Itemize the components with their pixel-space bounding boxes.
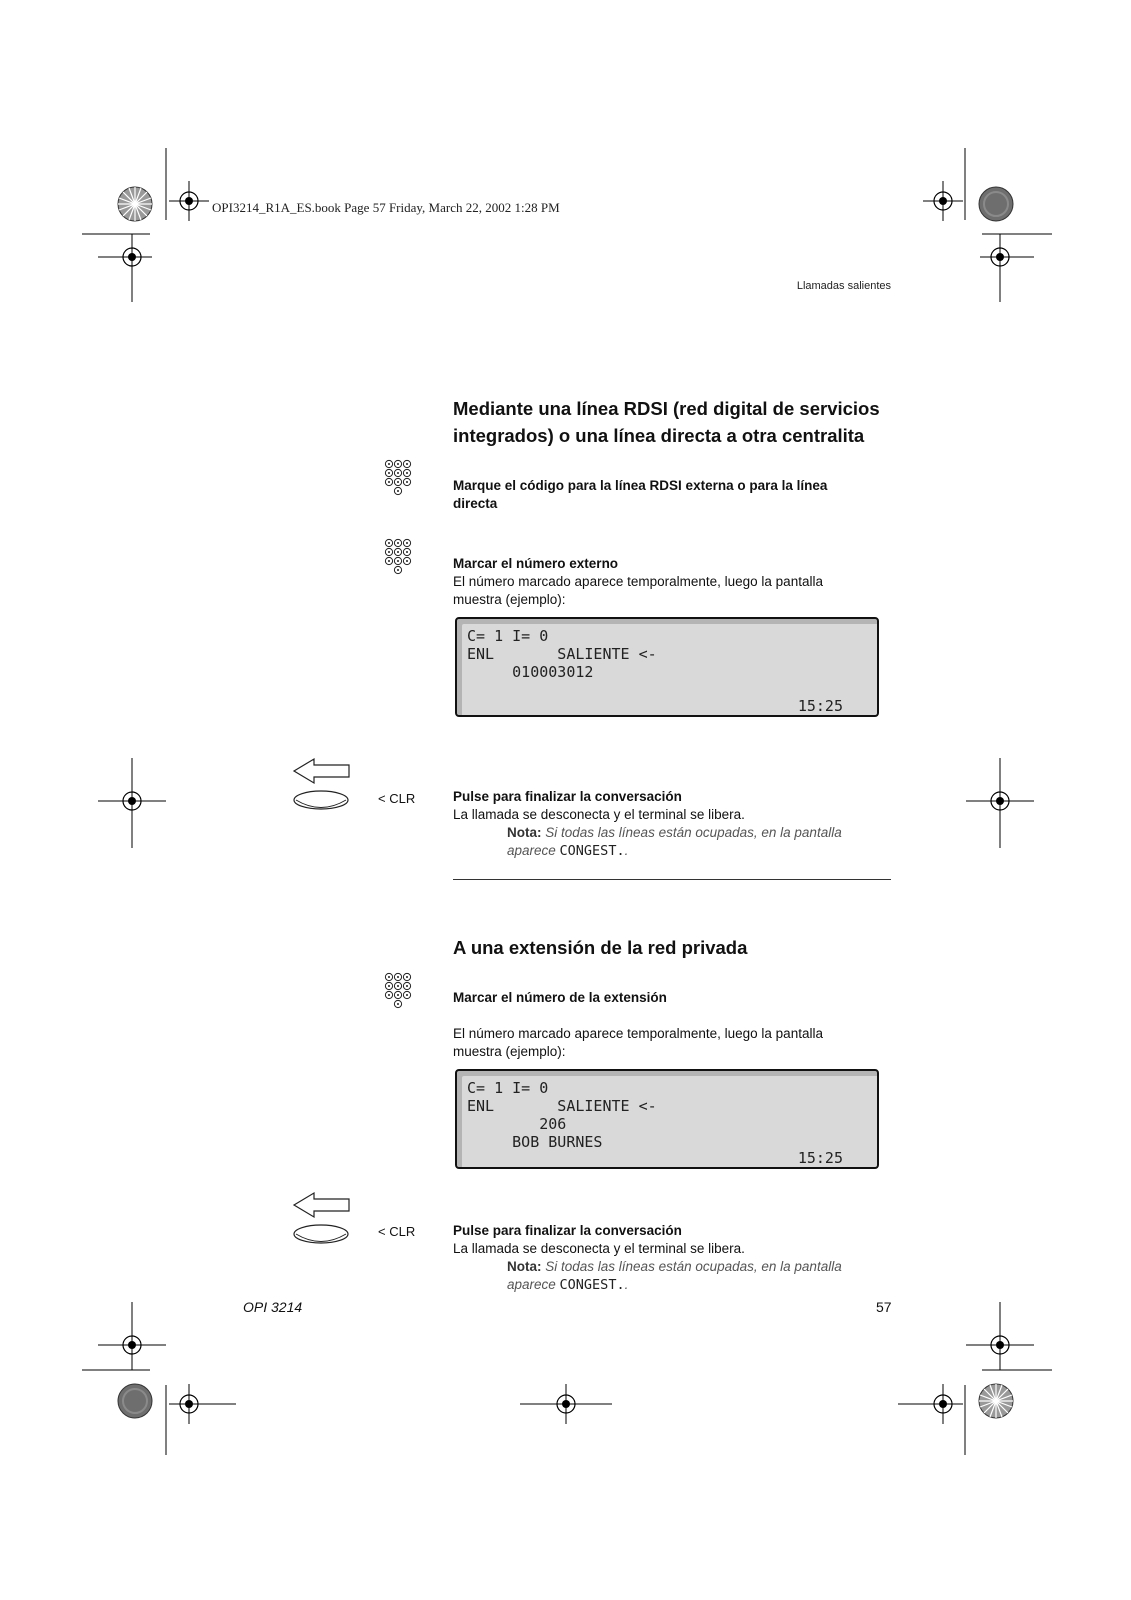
color-bar-circle-icon <box>118 187 152 221</box>
display-time: 15:25 <box>797 1149 843 1167</box>
display-line: ENL SALIENTE <- <box>467 645 657 663</box>
color-bar-circle-icon <box>979 1384 1013 1418</box>
running-head: Llamadas salientes <box>796 280 891 292</box>
print-header: OPI3214_R1A_ES.book Page 57 Friday, March 22, 2002 1:28 PM <box>212 200 560 215</box>
page-number: 57 <box>876 1299 892 1315</box>
clr-key-label: < CLR <box>378 791 416 806</box>
section1-end-title: Pulse para finalizar la conversación <box>453 789 682 804</box>
clr-key-label: < CLR <box>378 1224 416 1239</box>
display-line: C= 1 I= 0 <box>467 1079 549 1097</box>
color-bar-circle-icon <box>979 187 1013 221</box>
section1-step2-text: El número marcado aparece temporalmente, luego la pantalla muestra (ejemplo): <box>453 574 823 607</box>
section1-step1: Marque el código para la línea RDSI externa o para la línea directa <box>453 478 828 511</box>
display-line: BOB BURNES <box>467 1133 603 1151</box>
display-line: ENL SALIENTE <- <box>467 1097 657 1115</box>
footer-model: OPI 3214 <box>243 1299 303 1315</box>
display-line: 206 <box>467 1115 567 1133</box>
section2-end-text: La llamada se desconecta y el terminal se libera. <box>453 1241 745 1256</box>
clr-key-icon <box>294 1193 354 1245</box>
keypad-icon <box>385 973 413 1009</box>
section-divider <box>453 879 891 880</box>
display-time: 15:25 <box>797 697 843 715</box>
section2-step1-text: El número marcado aparece temporalmente, luego la pantalla muestra (ejemplo): <box>453 1026 823 1059</box>
display-line: 010003012 <box>467 663 594 681</box>
section1-end-text: La llamada se desconecta y el terminal se libera. <box>453 807 745 822</box>
display-line: C= 1 I= 0 <box>467 627 549 645</box>
registration-mark-icon <box>923 181 963 221</box>
section2-title: A una extensión de la red privada <box>453 937 748 958</box>
phone-display <box>455 617 879 717</box>
section2-step1-title: Marcar el número de la extensión <box>453 990 667 1005</box>
section1-title: Mediante una línea RDSI (red digital de servicios integrados) o una línea directa a otra centralita <box>453 398 880 446</box>
color-bar-circle-icon <box>118 1384 152 1418</box>
clr-key-icon <box>294 759 354 811</box>
registration-mark-icon <box>169 181 209 221</box>
keypad-icon <box>385 460 413 496</box>
section2-end-title: Pulse para finalizar la conversación <box>453 1223 682 1238</box>
keypad-icon <box>385 539 413 575</box>
phone-display <box>455 1069 879 1169</box>
section1-note: Nota: Si todas las líneas están ocupadas, en la pantalla aparece CONGEST.. <box>507 825 842 859</box>
section2-note: Nota: Si todas las líneas están ocupadas, en la pantalla aparece CONGEST.. <box>507 1259 842 1293</box>
section1-step2-title: Marcar el número externo <box>453 556 619 571</box>
